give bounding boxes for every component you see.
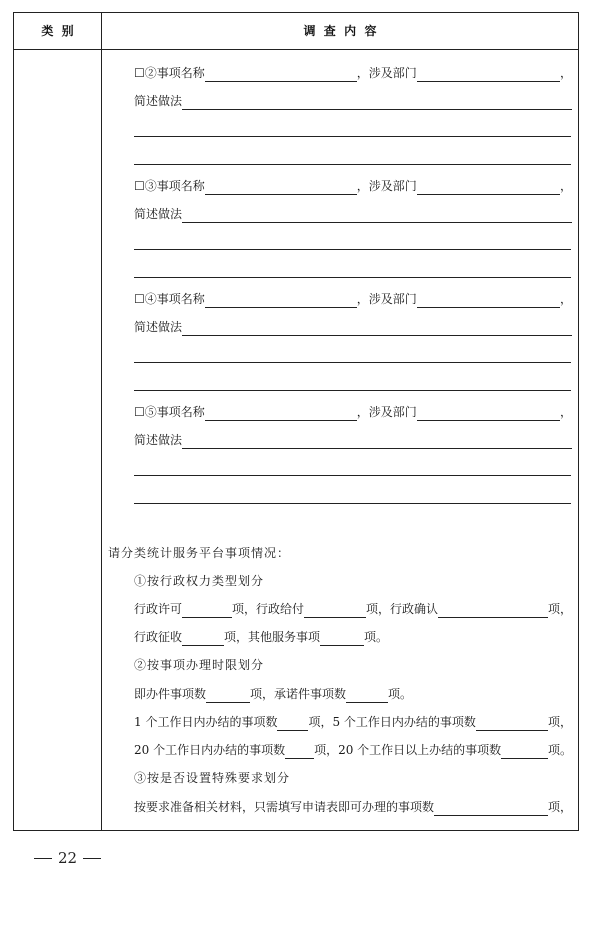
stats-intro: 请分类统计服务平台事项情况： bbox=[108, 546, 291, 560]
stats-line-5 bbox=[134, 741, 572, 759]
promised-items-end: 项。 bbox=[388, 687, 413, 701]
item-3-desc-field[interactable] bbox=[182, 208, 572, 223]
stats-line-3 bbox=[134, 685, 412, 703]
admin-payment-field[interactable] bbox=[304, 603, 366, 618]
header-divider bbox=[14, 49, 578, 50]
item-4-dept-label: ，涉及部门 bbox=[356, 292, 417, 306]
stats-line-6 bbox=[134, 798, 572, 816]
item-4-desc-row bbox=[134, 318, 572, 336]
item-2-desc-line-3[interactable] bbox=[134, 164, 571, 165]
within-5-days-label: 项，5 个工作日内办结的事项数 bbox=[308, 715, 476, 729]
item-3-desc-line-2[interactable] bbox=[134, 249, 571, 250]
item-5-name-row bbox=[134, 403, 572, 421]
admin-license-label: 行政许可 bbox=[134, 602, 183, 616]
section-1-title: ①按行政权力类型划分 bbox=[134, 574, 265, 588]
item-5-name-field[interactable] bbox=[205, 406, 357, 421]
within-1-day-field[interactable] bbox=[277, 716, 308, 731]
item-5-name-label: ☐⑤事项名称 bbox=[134, 405, 205, 419]
promised-items-label: 项，承诺件事项数 bbox=[250, 687, 347, 701]
survey-table bbox=[13, 12, 579, 831]
over-20-days-field[interactable] bbox=[501, 744, 548, 759]
within-5-days-field[interactable] bbox=[476, 716, 548, 731]
other-services-field[interactable] bbox=[320, 631, 364, 646]
stats-line-4 bbox=[134, 713, 572, 731]
item-3-name-label: ☐③事项名称 bbox=[134, 179, 205, 193]
item-5-desc-label: 简述做法 bbox=[134, 433, 183, 447]
page-footer bbox=[28, 849, 107, 867]
item-3-dept-field[interactable] bbox=[417, 180, 560, 195]
section-3-title: ③按是否设置特殊要求划分 bbox=[134, 771, 291, 785]
item-3-name-field[interactable] bbox=[205, 180, 357, 195]
application-only-end: 项， bbox=[547, 800, 572, 814]
item-4-desc-line-2[interactable] bbox=[134, 362, 571, 363]
item-3-end: ， bbox=[559, 179, 572, 193]
category-header: 类 别 bbox=[41, 24, 74, 38]
stats-line-2 bbox=[134, 628, 388, 646]
item-5-desc-row bbox=[134, 431, 572, 449]
item-5-dept-label: ，涉及部门 bbox=[356, 405, 417, 419]
item-2-desc-label: 简述做法 bbox=[134, 94, 183, 108]
item-5-end: ， bbox=[559, 405, 572, 419]
item-2-desc-field[interactable] bbox=[182, 95, 572, 110]
item-4-end: ， bbox=[559, 292, 572, 306]
footer-dash-left bbox=[34, 858, 52, 859]
stats-line-1 bbox=[134, 600, 572, 618]
item-2-end: ， bbox=[559, 66, 572, 80]
within-1-day-label: 1 个工作日内办结的事项数 bbox=[134, 715, 278, 729]
item-4-name-label: ☐④事项名称 bbox=[134, 292, 205, 306]
item-2-name-label: ☐②事项名称 bbox=[134, 66, 205, 80]
item-2-dept-label: ，涉及部门 bbox=[356, 66, 417, 80]
item-4-dept-field[interactable] bbox=[417, 293, 560, 308]
admin-payment-label: 项，行政给付 bbox=[232, 602, 305, 616]
other-services-label: 项，其他服务事项 bbox=[224, 630, 321, 644]
instant-items-label: 即办件事项数 bbox=[134, 687, 207, 701]
within-20-days-label: 20 个工作日内办结的事项数 bbox=[134, 743, 286, 757]
admin-confirm-label: 项，行政确认 bbox=[366, 602, 439, 616]
admin-confirm-end: 项， bbox=[547, 602, 572, 616]
item-3-desc-label: 简述做法 bbox=[134, 207, 183, 221]
admin-levy-label: 行政征收 bbox=[134, 630, 183, 644]
item-3-desc-row bbox=[134, 205, 572, 223]
item-3-dept-label: ，涉及部门 bbox=[356, 179, 417, 193]
instant-items-field[interactable] bbox=[206, 688, 250, 703]
footer-dash-right bbox=[83, 858, 101, 859]
item-5-desc-line-2[interactable] bbox=[134, 475, 571, 476]
item-3-name-row bbox=[134, 177, 572, 195]
item-3-desc-line-3[interactable] bbox=[134, 277, 571, 278]
application-only-field[interactable] bbox=[434, 801, 548, 816]
promised-items-field[interactable] bbox=[346, 688, 388, 703]
item-5-desc-field[interactable] bbox=[182, 434, 572, 449]
item-5-dept-field[interactable] bbox=[417, 406, 560, 421]
application-only-label: 按要求准备相关材料，只需填写申请表即可办理的事项数 bbox=[134, 800, 435, 814]
item-4-name-field[interactable] bbox=[205, 293, 357, 308]
item-2-desc-row bbox=[134, 92, 572, 110]
item-5-desc-line-3[interactable] bbox=[134, 503, 571, 504]
content-header: 调 查 内 容 bbox=[303, 24, 377, 38]
over-20-days-label: 项，20 个工作日以上办结的事项数 bbox=[314, 743, 502, 757]
admin-license-field[interactable] bbox=[182, 603, 232, 618]
item-2-desc-line-2[interactable] bbox=[134, 136, 571, 137]
item-2-name-field[interactable] bbox=[205, 67, 357, 82]
over-20-days-end: 项。 bbox=[547, 743, 572, 757]
within-5-days-end: 项， bbox=[547, 715, 572, 729]
admin-confirm-field[interactable] bbox=[438, 603, 548, 618]
item-4-name-row bbox=[134, 290, 572, 308]
within-20-days-field[interactable] bbox=[285, 744, 314, 759]
admin-levy-field[interactable] bbox=[182, 631, 224, 646]
item-4-desc-field[interactable] bbox=[182, 321, 572, 336]
item-4-desc-label: 简述做法 bbox=[134, 320, 183, 334]
item-2-dept-field[interactable] bbox=[417, 67, 560, 82]
other-services-end: 项。 bbox=[364, 630, 389, 644]
page-number: 22 bbox=[58, 849, 78, 867]
column-divider bbox=[101, 13, 102, 830]
item-4-desc-line-3[interactable] bbox=[134, 390, 571, 391]
section-2-title: ②按事项办理时限划分 bbox=[134, 658, 265, 672]
item-2-name-row bbox=[134, 64, 572, 82]
